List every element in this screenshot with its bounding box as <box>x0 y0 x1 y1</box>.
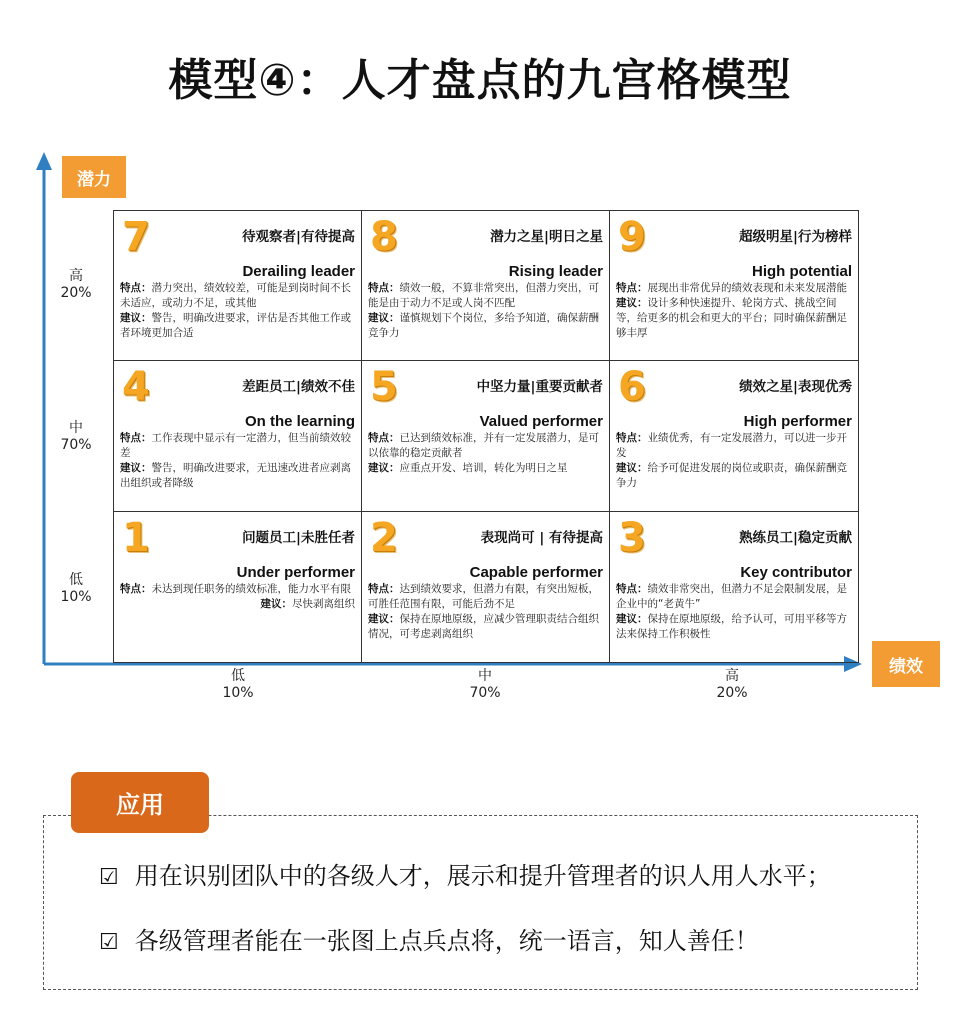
application-item-text: 用在识别团队中的各级人才，展示和提升管理者的识人用人水平； <box>134 862 831 890</box>
grid-cell-6 <box>610 361 858 511</box>
advice-text: 设计多种快速提升、轮岗方式、挑战空间等，给更多的机会和更大的平台；同时确保薪酬足够丰厚 <box>616 297 847 339</box>
cell-number: 4 <box>122 364 150 411</box>
grid-cell-2 <box>362 512 610 662</box>
advice-text: 保持在原地原级，给予认可，可用平移等方法来保持工作积极性 <box>616 612 847 640</box>
feature-text: 已达到绩效标准，并有一定发展潜力，是可以依靠的稳定贡献者 <box>368 432 599 460</box>
feature-text: 业绩优秀，有一定发展潜力，可以进一步开发 <box>616 432 847 460</box>
feature-label: 特点： <box>616 582 648 595</box>
y-level-name: 低 <box>69 572 83 588</box>
grid-cell-1 <box>114 512 362 662</box>
x-level-mid <box>445 668 525 702</box>
x-level-name: 低 <box>231 668 245 684</box>
cell-body <box>368 582 603 642</box>
page-title: 模型④：人才盘点的九宫格模型 <box>168 55 792 106</box>
feature-label: 特点： <box>368 282 400 294</box>
advice-label: 建议： <box>368 462 400 475</box>
cell-title: 绩效之星|表现优秀 <box>739 379 852 396</box>
advice-label: 建议： <box>120 462 152 475</box>
x-level-pct: 10% <box>222 685 254 701</box>
cell-english-title: Derailing leader <box>242 263 355 280</box>
x-level-pct: 70% <box>469 685 501 701</box>
advice-label: 建议： <box>368 312 400 324</box>
grid-cell-3 <box>610 512 858 662</box>
y-axis-arrowhead <box>36 152 52 170</box>
x-level-low <box>198 668 278 702</box>
cell-number: 8 <box>370 214 398 260</box>
cell-number: 2 <box>370 514 398 561</box>
advice-text: 警告，明确改进要求，无迅速改进者应剥离出组织或者降级 <box>120 462 351 490</box>
advice-text: 应重点开发、培训，转化为明日之星 <box>399 462 568 475</box>
cell-english-title: High performer <box>743 413 852 431</box>
cell-title: 问题员工|未胜任者 <box>242 529 355 546</box>
x-level-pct: 20% <box>716 685 748 701</box>
y-level-pct: 20% <box>60 285 92 301</box>
feature-text: 绩效一般，不算非常突出，但潜力突出，可能是由于动力不足或人岗不匹配 <box>368 282 599 309</box>
y-level-high <box>48 268 104 302</box>
feature-text: 潜力突出，绩效较差，可能是到岗时间不长未适应，或动力不足，或其他 <box>120 282 351 309</box>
feature-label: 特点： <box>120 582 152 595</box>
grid-cell-7 <box>114 211 362 361</box>
cell-number: 7 <box>122 214 150 260</box>
advice-label: 建议： <box>616 297 648 309</box>
application-item <box>99 856 831 891</box>
cell-number: 9 <box>618 214 646 260</box>
x-axis-title: 绩效 <box>872 641 940 687</box>
cell-english-title: On the learning <box>244 413 355 431</box>
cell-body <box>120 431 355 491</box>
advice-text: 警告，明确改进要求，评估是否其他工作或者环境更加合适 <box>120 312 351 339</box>
application-label: 应用 <box>71 772 209 833</box>
feature-text: 未达到现任职务的绩效标准，能力水平有限 <box>151 582 351 595</box>
cell-number: 6 <box>618 364 646 411</box>
cell-title: 熟练员工|稳定贡献 <box>739 529 852 546</box>
cell-title: 潜力之星|明日之星 <box>490 229 603 245</box>
y-level-name: 中 <box>69 420 83 436</box>
advice-text: 尽快剥离组织 <box>292 597 355 610</box>
cell-english-title: Under performer <box>236 563 355 581</box>
y-level-pct: 10% <box>60 589 92 605</box>
y-level-low <box>48 572 104 606</box>
cell-body <box>368 281 603 341</box>
feature-text: 绩效非常突出，但潜力不足会限制发展，是企业中的“老黄牛” <box>616 582 847 610</box>
cell-body <box>368 431 603 476</box>
cell-number: 5 <box>370 364 398 411</box>
feature-text: 展现出非常优异的绩效表现和未来发展潜能 <box>647 282 847 294</box>
cell-body <box>616 281 852 341</box>
advice-label: 建议： <box>260 597 292 610</box>
feature-label: 特点： <box>616 282 648 294</box>
feature-text: 工作表现中显示有一定潜力，但当前绩效较差 <box>120 432 351 460</box>
cell-english-title: Valued performer <box>479 413 603 431</box>
application-item <box>99 921 759 956</box>
application-box <box>43 815 918 990</box>
x-level-name: 高 <box>725 668 739 684</box>
checkbox-checked-icon: ☑ <box>99 930 119 955</box>
x-level-high <box>692 668 772 702</box>
cell-title: 表现尚可 | 有待提高 <box>480 529 603 546</box>
cell-english-title: Rising leader <box>508 263 603 280</box>
cell-english-title: Capable performer <box>469 563 603 581</box>
feature-label: 特点： <box>120 282 152 294</box>
x-level-name: 中 <box>478 668 492 684</box>
cell-title: 超级明星|行为榜样 <box>739 229 852 245</box>
cell-body <box>120 582 355 612</box>
cell-body <box>120 281 355 341</box>
application-item-text: 各级管理者能在一张图上点兵点将，统一语言，知人善任！ <box>134 927 759 955</box>
advice-text: 给予可促进发展的岗位或职责，确保薪酬竞争力 <box>616 462 847 490</box>
nine-box-grid <box>113 210 859 663</box>
cell-title: 待观察者|有待提高 <box>242 229 355 245</box>
advice-label: 建议： <box>120 312 152 324</box>
feature-text: 达到绩效要求，但潜力有限，有突出短板，可胜任范围有限，可能后劲不足 <box>368 582 599 610</box>
grid-cell-4 <box>114 361 362 511</box>
advice-label: 建议： <box>368 612 400 625</box>
feature-label: 特点： <box>616 432 648 445</box>
feature-label: 特点： <box>120 432 152 445</box>
grid-cell-9 <box>610 211 858 361</box>
advice-label: 建议： <box>616 462 648 475</box>
cell-body <box>616 431 852 491</box>
cell-english-title: Key contributor <box>740 563 852 581</box>
advice-label: 建议： <box>616 612 648 625</box>
cell-number: 1 <box>122 514 150 561</box>
cell-title: 中坚力量|重要贡献者 <box>476 379 603 396</box>
grid-cell-8 <box>362 211 610 361</box>
advice-text: 保持在原地原级，应减少管理职责结合组织情况，可考虑剥离组织 <box>368 612 599 640</box>
feature-label: 特点： <box>368 432 400 445</box>
cell-body <box>616 582 852 642</box>
feature-label: 特点： <box>368 582 400 595</box>
checkbox-checked-icon: ☑ <box>99 865 119 890</box>
cell-title: 差距员工|绩效不佳 <box>242 379 355 396</box>
grid-cell-5 <box>362 361 610 511</box>
cell-english-title: High potential <box>752 263 852 280</box>
y-level-name: 高 <box>69 268 83 284</box>
y-level-mid <box>48 420 104 454</box>
y-level-pct: 70% <box>60 437 92 453</box>
y-axis-title: 潜力 <box>62 156 126 198</box>
advice-text: 谨慎规划下个岗位，多给予知道，确保薪酬竞争力 <box>368 312 599 339</box>
cell-number: 3 <box>618 514 646 561</box>
